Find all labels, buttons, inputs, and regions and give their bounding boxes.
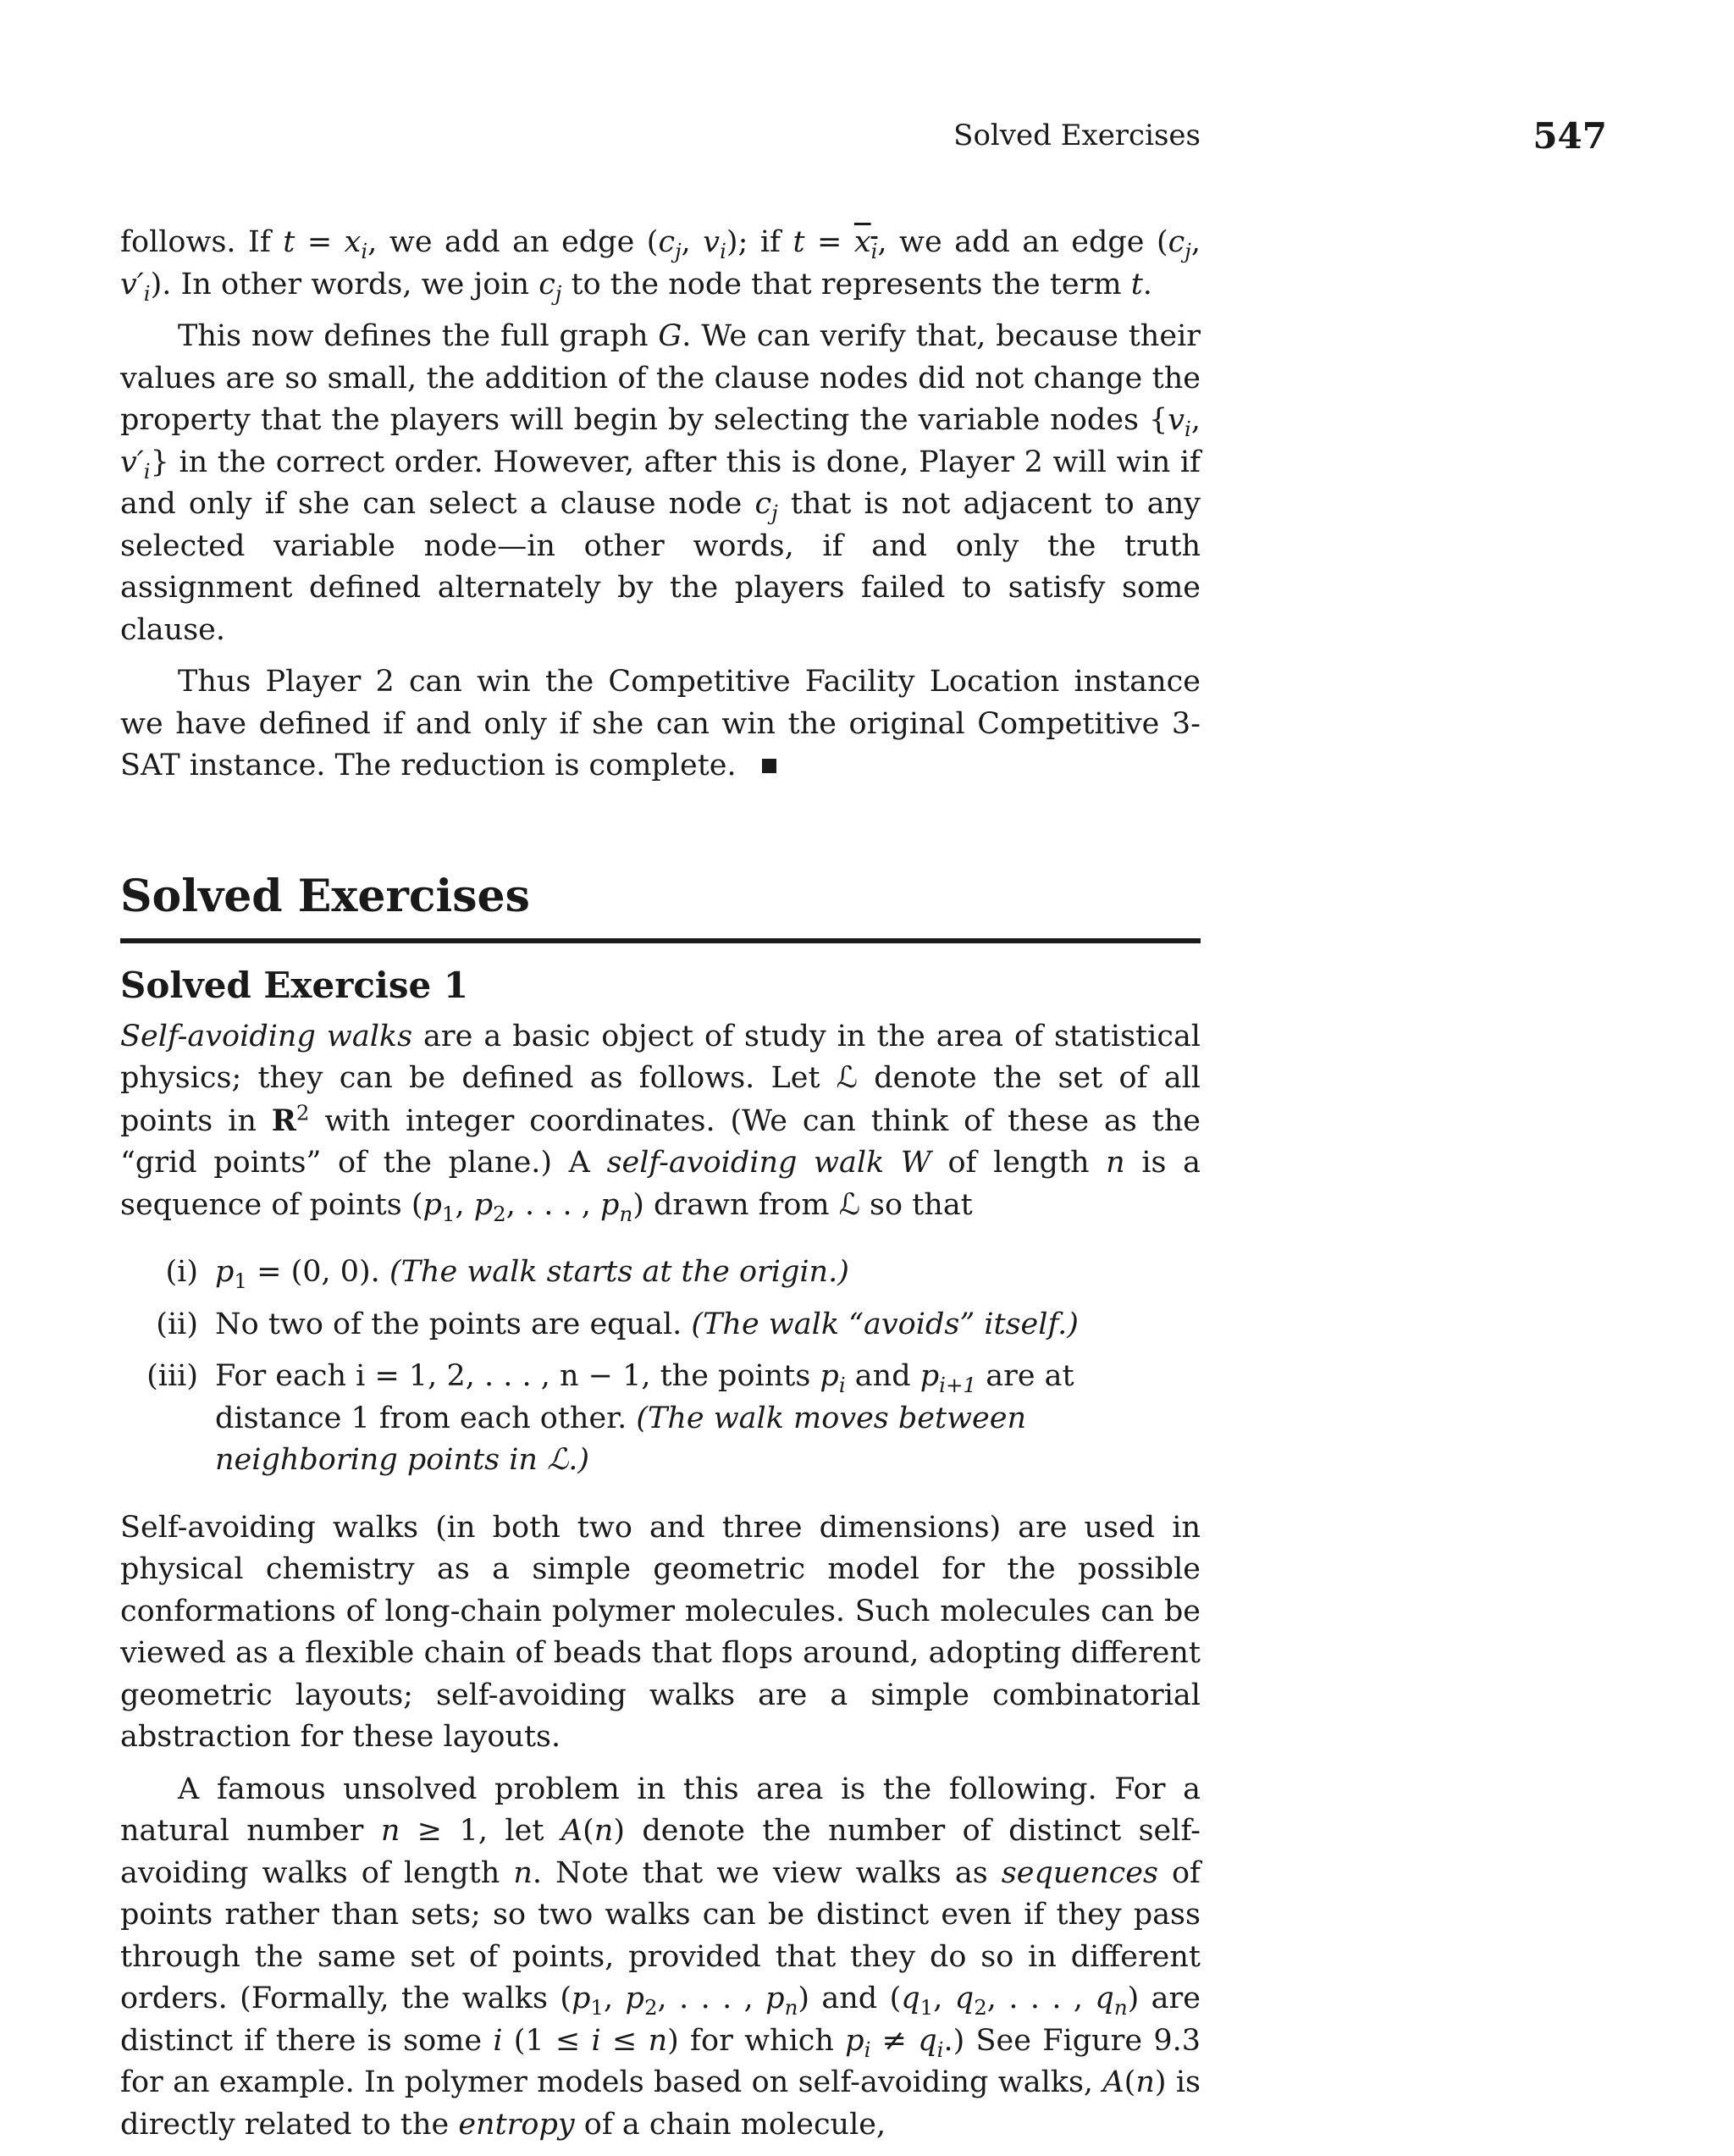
running-head xyxy=(0,117,1734,168)
running-title: Solved Exercises xyxy=(953,119,1201,152)
text-column xyxy=(120,222,1201,2156)
section-heading: Solved Exercises xyxy=(120,870,530,922)
paragraph-full-graph: This now defines the full graph G. We can verify that, because their values are so small, the addition of the clause nodes did not change the property that the players will begin by selecting the variable nodes {$v_i$, $v'_i$} in the correct order. However, after this is done, Player 2 will win if and only if she can select a clause node $c_j$ that is not adjacent to any selected variable node—in other words, if and only the truth assignment defined alternately by the players failed to satisfy some clause. xyxy=(120,319,1201,647)
section-rule xyxy=(120,938,1201,943)
paragraph-edges: follows. If $t = x_i$, we add an edge ($c_j$, $v_i$); if $t = x_i$, we add an edge ($c_j$, $v'_i$). In other words, we join $c_j$ to the node that represents the term t. xyxy=(120,225,1201,306)
condition-item: (ii) No two of the points are equal. (The walk “avoids” itself.) xyxy=(156,1307,1079,1341)
condition-item: (iii) For each i = 1, 2, . . . , n − 1, the points $p_i$ and $p_{i+1}$ are at distance 1 from each other. (The walk moves between neighboring points in ℒ.) xyxy=(146,1359,1074,1477)
qed-square-icon xyxy=(762,759,776,773)
page-number: 547 xyxy=(1532,115,1607,157)
condition-list xyxy=(120,1252,1201,1482)
paragraph-unsolved-problem: A famous unsolved problem in this area is the following. For a natural number n ≥ 1, let A(n) denote the number of distinct self-avoiding walks of length n. Note that we view walks as sequences of points rather than sets; so two walks can be distinct even if they pass through the same set of points, provided that they do so in different orders. (Formally, the walks ($p_1$, $p_2$, . . . , $p_n$) and ($q_1$, $q_2$, . . . , $q_n$) are distinct if there is some i (1 ≤ i ≤ n) for which $p_i \ne q_i$.) See Figure 9.3 for an example. In polymer models based on self-avoiding walks, A(n) is directly related to the entropy of a chain molecule, xyxy=(120,1772,1201,2142)
paragraph-conclusion: Thus Player 2 can win the Competitive Facility Location instance we have defined if and only if she can win the original Competitive 3-SAT instance. The reduction is complete. xyxy=(120,665,1201,782)
condition-item: (i) $p_1 = (0$, 0). (The walk starts at the origin.) xyxy=(165,1255,849,1293)
exercise-heading: Solved Exercise 1 xyxy=(120,964,469,1006)
paragraph-definition: Self-avoiding walks are a basic object of study in the area of statistical physics; they can be defined as follows. Let ℒ denote the set of all points in $R^2$ with integer coordinates. (We can think of these as the “grid points” of the plane.) A self-avoiding walk W of length n is a sequence of points ($p_1$, $p_2$, . . . , $p_n$) drawn from ℒ so that xyxy=(120,1019,1201,1226)
paragraph-polymer: Self-avoiding walks (in both two and three dimensions) are used in physical chemistry as a simple geometric model for the possible conformations of long-chain polymer molecules. Such molecules can be viewed as a flexible chain of beads that flops around, adopting different geometric layouts; self-avoiding walks are a simple combinatorial abstraction for these layouts. xyxy=(120,1510,1201,1754)
